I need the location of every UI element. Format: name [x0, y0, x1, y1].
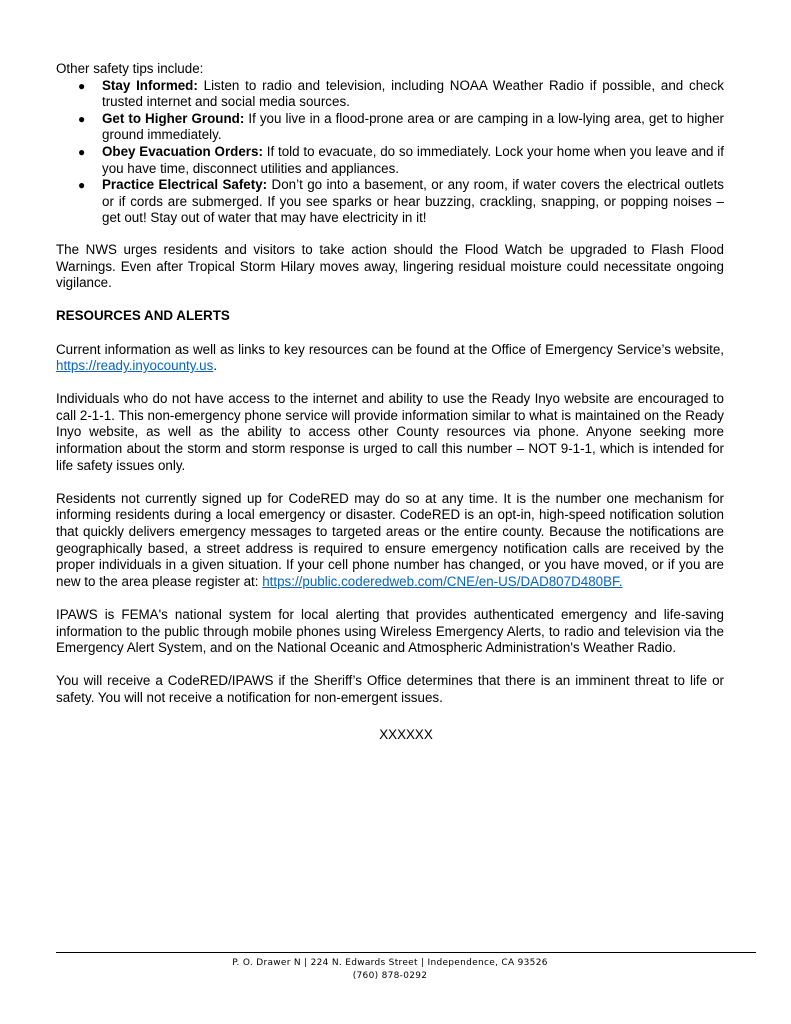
ready-inyo-paragraph: Individuals who do not have access to the internet and ability to use the Ready Inyo website are encouraged to call 2-1-1. This non-emergency phone service will provide information similar to what is maintained on the Ready Inyo website, as well as the ability to access other County resources via phone. Anyone seeking more information about the storm and storm response is urged to call this number – NOT 9-1-1, which is intended for life safety issues only. — [56, 391, 724, 473]
ready-inyo-link[interactable]: https://ready.inyocounty.us — [56, 358, 214, 374]
codered-paragraph — [56, 491, 724, 591]
tip-higher-ground — [78, 110, 724, 144]
codered-text: Residents not currently signed up for CodeRED may do so at any time. It is the number one mechanism for informing residents during a local emergency or disaster. CodeRED is an opt-in, high-speed notification solution that quickly delivers emergency messages to targeted areas or the entire county. Because the notifications are geographically based, a street address is required to ensure emergency notification calls are received by the proper individuals in a given situation. If your cell phone number has changed, or you have moved, or if you are new to the area please register at: — [56, 490, 724, 589]
tip-electrical-safety — [78, 177, 724, 227]
tip-obey-evacuation — [78, 143, 724, 177]
footer-phone: (760) 878-0292 — [352, 971, 428, 981]
footer-divider — [56, 952, 756, 953]
footer — [56, 957, 724, 983]
notification-paragraph: You will receive a CodeRED/IPAWS if the Sheriff’s Office determines that there is an imminent threat to life or safety. You will not receive a notification for non-emergent issues. — [56, 673, 724, 705]
tip-text: If you live in a flood-prone area or are camping in a low-lying area, get to higher ground immediately. — [102, 110, 724, 143]
tip-text: Listen to radio and television, including NOAA Weather Radio if possible, and check trusted internet and social media sources. — [102, 77, 724, 110]
oes-text-end: . — [213, 358, 218, 374]
document-body — [56, 61, 724, 743]
codered-link[interactable]: https://public.coderedweb.com/CNE/en-US/DAD807D480BF. — [262, 573, 623, 589]
oes-paragraph — [56, 342, 724, 375]
tip-text: Don’t go into a basement, or any room, if water covers the electrical outlets or if cords are submerged. If you see sparks or hear buzzing, crackling, snapping, or popping noises – get out! Stay out of water that may have electricity in it! — [102, 177, 724, 226]
bullet-icon: ● — [78, 78, 86, 93]
tip-title: Get to Higher Ground: — [102, 110, 245, 126]
bullet-icon: ● — [78, 178, 86, 193]
tip-title: Obey Evacuation Orders: — [102, 143, 263, 159]
footer-address: P. O. Drawer N | 224 N. Edwards Street | Independence, CA 93526 — [232, 958, 548, 968]
tip-title: Practice Electrical Safety: — [102, 177, 268, 193]
tip-stay-informed — [78, 77, 724, 111]
bullet-icon: ● — [78, 144, 86, 159]
tip-title: Stay Informed: — [102, 77, 198, 93]
resources-heading: RESOURCES AND ALERTS — [56, 308, 230, 324]
nws-paragraph: The NWS urges residents and visitors to take action should the Flood Watch be upgraded to Flash Flood Warnings. Even after Tropical Storm Hilary moves away, lingering residual moisture could necessitate ongoing vigilance. — [56, 241, 724, 291]
ipaws-paragraph: IPAWS is FEMA's national system for local alerting that provides authenticated emergency and life-saving information to the public through mobile phones using Wireless Emergency Alerts, to radio and television via the Emergency Alert System, and on the National Oceanic and Atmospheric Administration's Weather Radio. — [56, 607, 724, 656]
safety-tips-intro: Other safety tips include: — [56, 61, 204, 76]
tip-text: If told to evacuate, do so immediately. Lock your home when you leave and if you have time, disconnect utilities and appliances. — [102, 143, 724, 176]
oes-text: Current information as well as links to key resources can be found at the Office of Emergency Service’s website, — [56, 341, 724, 357]
bullet-icon: ● — [78, 111, 86, 126]
safety-tips-list — [56, 78, 724, 227]
end-mark: XXXXXX — [379, 726, 433, 742]
